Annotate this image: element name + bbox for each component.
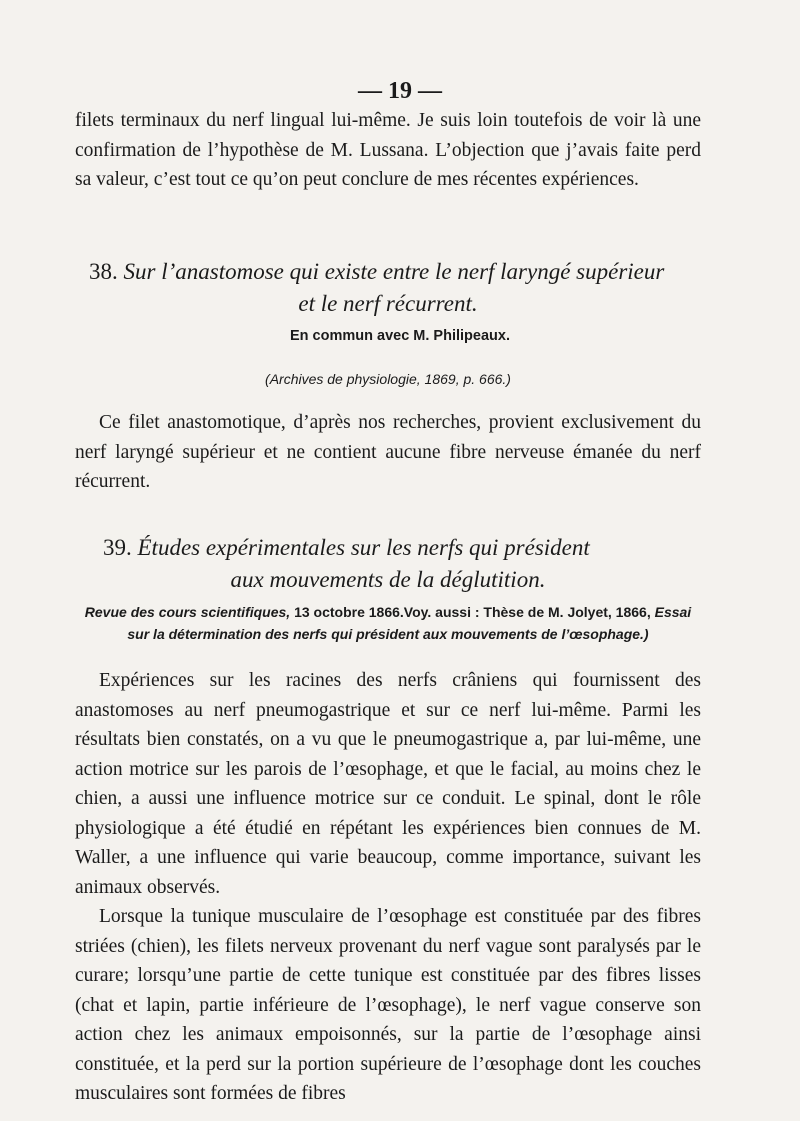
section-39-paragraph-2: Lorsque la tunique musculaire de l’œsophage est constituée par des fibres striées (chien), les filets nerveux provenant du nerf vague sont paralysés par le curare; lorsqu’une partie de cette tunique est constituée par des fibres lisses (chat et lapin, partie inférieure de l’œsophage), le nerf vague conserve son action chez les animaux empoisonnés, sur la partie de l’œsophage ainsi constituée, et la perd sur la portion supérieure de l’œsophage dont les couches musculaires sont formées de fibres <box>75 906 701 1104</box>
page-number: — 19 — <box>358 78 442 104</box>
intro-paragraph: filets terminaux du nerf lingual lui-même. Je suis loin toutefois de voir là une confirmation de l’hypothèse de M. Lussana. L’objection que j’avais faite perd sa valeur, c’est tout ce qu’on peut conclure de mes récentes expériences. <box>75 110 701 190</box>
section-38-title-line2: et le nerf récurrent. <box>298 291 478 316</box>
section-38-collaboration: En commun avec M. Philipeaux. <box>290 328 510 344</box>
section-39-source <box>75 601 701 645</box>
intro-paragraph-block <box>75 106 701 195</box>
section-39-title-line1: Études expérimentales sur les nerfs qui président <box>137 535 590 560</box>
section-39-body-block <box>75 666 701 1109</box>
section-39-number: 39. <box>103 535 132 560</box>
section-39-source-details: 13 octobre 1866.Voy. aussi : Thèse de M. Jolyet, 1866, <box>290 604 655 620</box>
section-39-title-line2: aux mouvements de la déglutition. <box>230 567 546 592</box>
section-38-source: (Archives de physiologie, 1869, p. 666.) <box>265 371 511 387</box>
section-39-source-thesis: Essai sur la détermination des nerfs qui président aux mouvements de l’œsophage.) <box>127 604 692 642</box>
section-39-source-journal: Revue des cours scientifiques, <box>84 604 291 620</box>
section-39-title <box>75 532 701 596</box>
section-38-title <box>75 256 701 320</box>
section-38-title-line1: Sur l’anastomose qui existe entre le nerf laryngé supérieur <box>123 259 665 284</box>
section-38-body: Ce filet anastomotique, d’après nos recherches, provient exclusivement du nerf laryngé supérieur et ne contient aucune fibre nerveuse émanée du nerf récurrent. <box>75 412 701 492</box>
section-38-body-block <box>75 408 701 497</box>
section-39-paragraph-1: Expériences sur les racines des nerfs crâniens qui fournissent des anastomoses au nerf pneumogastrique et sur ce nerf lui-même. Parmi les résultats bien constatés, on a vu que le pneumogastrique a, par lui-même, une action motrice sur les parois de l’œsophage, et que le facial, au moins chez le chien, a aussi une influence motrice sur ce conduit. Le spinal, dont le rôle physiologique a été étudié en répétant les expériences bien connues de M. Waller, a une influence qui varie beaucoup, comme importance, suivant les animaux observés. <box>75 670 701 898</box>
section-38-number: 38. <box>89 259 118 284</box>
